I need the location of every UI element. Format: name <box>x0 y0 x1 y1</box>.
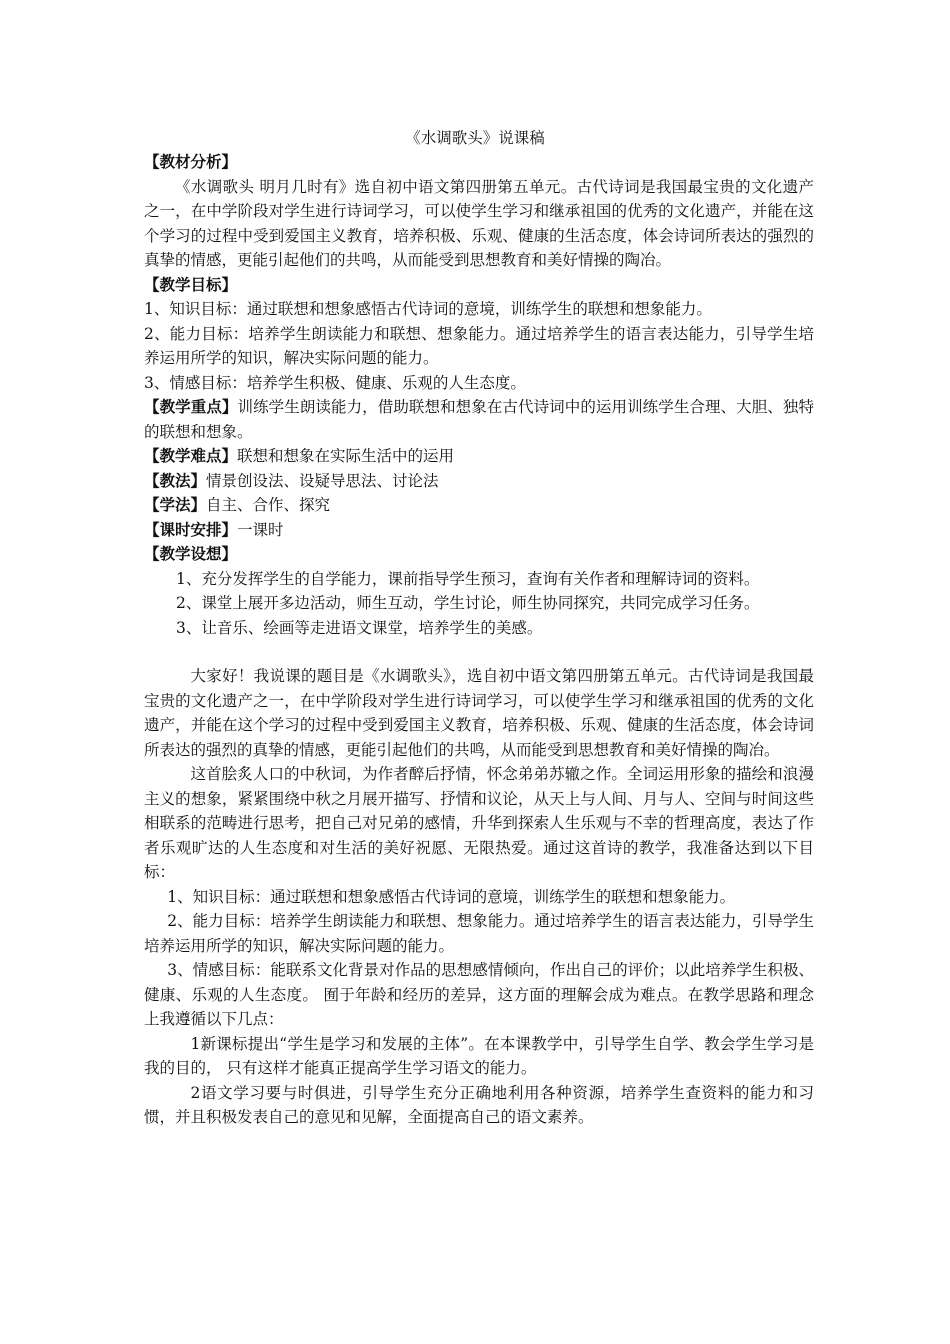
speech-goal-ability: 2、能力目标：培养学生朗读能力和联想、想象能力。通过培养学生的语言表达能力，引导学生培养运用所学的知识，解决实际问题的能力。 <box>144 912 814 955</box>
document-body <box>144 150 814 1130</box>
speech-intro-paragraph: 大家好！我说课的题目是《水调歌头》，选自初中语文第四册第五单元。古代诗词是我国最宝贵的文化遗产之一，在中学阶段对学生进行诗词学习，可以使学生学习和继承祖国的优秀的文化遗产，并能在这个学习的过程中受到爱国主义教育，培养积极、乐观、健康的生活态度，体会诗词所表达的强烈的真挚的情感，更能引起他们的共鸣，从而能受到思想教育和美好情操的陶冶。 <box>144 667 814 759</box>
method-line <box>144 469 814 494</box>
goals-heading: 【教学目标】 <box>144 274 238 294</box>
learning-line <box>144 493 814 518</box>
speech-goal-knowledge: 1、知识目标：通过联想和想象感悟古代诗词的意境，训练学生的联想和想象能力。 <box>167 887 736 906</box>
speech-point-1: 1新课标提出“学生是学习和发展的主体”。在本课教学中，引导学生自学、教会学生学习是我的目的， 只有这样才能真正提高学生学习语文的能力。 <box>144 1034 814 1077</box>
design-item-2: 2、课堂上展开多边活动，师生互动，学生讨论，师生协同探究，共同完成学习任务。 <box>176 594 760 612</box>
method-text: 情景创设法、设疑导思法、讨论法 <box>206 471 439 490</box>
key-point-text: 训练学生朗读能力，借助联想和想象在古代诗词中的运用训练学生合理、大胆、独特的联想和想象。 <box>144 398 814 441</box>
goal-knowledge: 1、知识目标：通过联想和想象感悟古代诗词的意境，训练学生的联想和想象能力。 <box>144 300 712 318</box>
time-text: 一课时 <box>237 520 284 539</box>
learning-text: 自主、合作、探究 <box>206 496 331 514</box>
document-title: 《水调歌头》说课稿 <box>405 129 545 147</box>
speech-poem-paragraph: 这首脍炙人口的中秋词，为作者醉后抒情，怀念弟弟苏辙之作。全词运用形象的描绘和浪漫主义的想象，紧紧围绕中秋之月展开描写、抒情和议论，从天上与人间、月与人、空间与时间这些相联系的范畴进行思考，把自己对兄弟的感情，升华到探索人生乐观与不幸的哲理高度，表达了作者乐观旷达的人生态度和对生活的美好祝愿、无限热爱。通过这首诗的教学，我准备达到以下目标： <box>144 765 814 881</box>
material-paragraph: 《水调歌头 明月几时有》选自初中语文第四册第五单元。古代诗词是我国最宝贵的文化遗产之一，在中学阶段对学生进行诗词学习，可以使学生学习和继承祖国的优秀的文化遗产，并能在这个学习的过程中受到爱国主义教育，培养积极、乐观、健康的生活态度，体会诗词所表达的强烈的真挚的情感，更能引起他们的共鸣，从而能受到思想教育和美好情操的陶冶。 <box>144 177 814 269</box>
time-heading: 【课时安排】 <box>144 519 238 539</box>
goal-ability: 2、能力目标：培养学生朗读能力和联想、想象能力。通过培养学生的语言表达能力，引导学生培养运用所学的知识，解决实际问题的能力。 <box>144 324 814 367</box>
design-item-1: 1、充分发挥学生的自学能力，课前指导学生预习，查询有关作者和理解诗词的资料。 <box>176 569 760 588</box>
time-line <box>144 518 814 543</box>
speech-point-2: 2语文学习要与时俱进，引导学生充分正确地利用各种资源，培养学生查资料的能力和习惯，并且积极发表自己的意见和见解，全面提高自己的语文素养。 <box>144 1083 814 1126</box>
key-point-line <box>144 395 814 444</box>
material-heading: 【教材分析】 <box>144 152 238 171</box>
design-heading: 【教学设想】 <box>144 544 238 563</box>
difficulty-text: 联想和想象在实际生活中的运用 <box>237 447 455 465</box>
difficulty-heading: 【教学难点】 <box>144 446 238 465</box>
learning-heading: 【学法】 <box>144 495 207 514</box>
design-item-3: 3、让音乐、绘画等走进语文课堂，培养学生的美感。 <box>176 618 543 637</box>
goal-emotion: 3、情感目标：培养学生积极、健康、乐观的人生态度。 <box>144 373 526 392</box>
method-heading: 【教法】 <box>144 470 207 490</box>
key-point-heading: 【教学重点】 <box>144 397 238 416</box>
section-gap <box>144 640 814 664</box>
difficulty-line <box>144 444 814 469</box>
speech-goal-emotion: 3、情感目标：能联系文化背景对作品的思想感情倾向，作出自己的评价；以此培养学生积极、健康、乐观的人生态度。 囿于年龄和经历的差异，这方面的理解会成为难点。在教学思路和理念上我遵循以下几点： <box>144 961 814 1028</box>
